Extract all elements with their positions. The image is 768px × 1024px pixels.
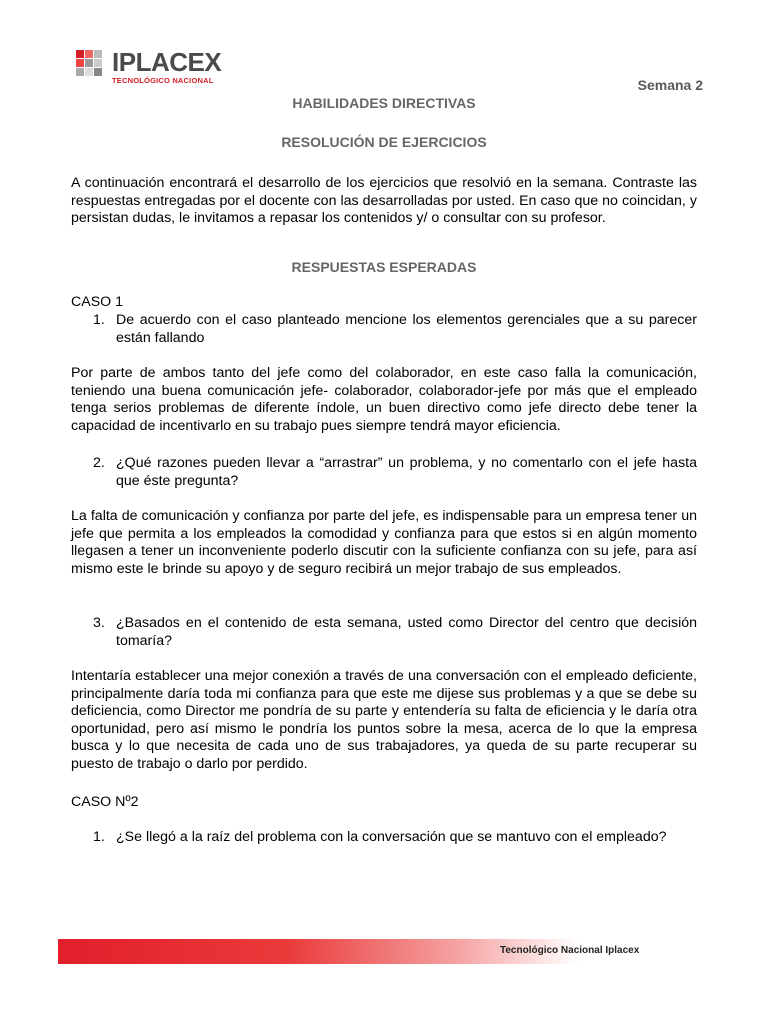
- list-number: 2.: [93, 455, 105, 471]
- logo-name: IPLACEX: [112, 47, 222, 77]
- footer-text: Tecnológico Nacional Iplacex: [500, 945, 640, 956]
- list-number: 3.: [93, 615, 105, 631]
- iplacex-logo: [76, 47, 236, 90]
- question-text: ¿Qué razones pueden llevar a “arrastrar” un problema, y no comentarlo con el jefe hasta que éste pregunta?: [116, 455, 697, 489]
- logo-subtitle: TECNOLÓGICO NACIONAL: [112, 76, 214, 85]
- document-title: HABILIDADES DIRECTIVAS: [292, 95, 476, 111]
- case1-answer-2: La falta de comunicación y confianza por parte del jefe, es indispensable para un empresa tener un jefe que permita a los empleados la comodidad y confianza para que estos si en algún momento llegasen a tener un inconveniente poderlo discutir con la suficiente confianza con su jefe, para así mismo este le brinde su apoyo y de seguro recibirá un mejor trabajo de sus empleados.: [71, 508, 697, 577]
- week-label: Semana 2: [637, 77, 703, 93]
- logo-mosaic-icon: [76, 50, 110, 84]
- document-subtitle: RESOLUCIÓN DE EJERCICIOS: [281, 134, 487, 150]
- case1-answer-1: Por parte de ambos tanto del jefe como del colaborador, en este caso falla la comunicación, teniendo una buena comunicación jefe- colaborador, colaborador-jefe por más que el empleado tenga serios problemas de diferente índole, un buen directivo como jefe directo debe tener la capacidad de incentivarlo en su trabajo pues siempre tendrá mayor eficiencia.: [71, 365, 697, 434]
- list-number: 1.: [93, 829, 105, 845]
- case1-answer-3: Intentaría establecer una mejor conexión a través de una conversación con el empleado deficiente, principalmente daría toda mi confianza para que este me dijese sus problemas y a que se debe su deficiencia, como Director me pondría de su parte y entendería su falta de eficiencia y le daría otra oportunidad, pero así mismo le pondría los puntos sobre la mesa, acerca de lo que la empresa busca y lo que necesita de cada uno de sus trabajadores, ya queda de su parte recuperar su puesto de trabajo o darlo por perdido.: [71, 668, 697, 772]
- case1-question-3: [93, 615, 697, 650]
- question-text: ¿Basados en el contenido de esta semana, usted como Director del centro que decisión tomaría?: [116, 615, 697, 649]
- question-text: ¿Se llegó a la raíz del problema con la conversación que se mantuvo con el empleado?: [116, 829, 667, 845]
- case2-label: CASO Nº2: [71, 794, 139, 810]
- case1-question-1: [93, 312, 697, 347]
- list-number: 1.: [93, 312, 105, 328]
- case2-question-1: [93, 829, 697, 847]
- case1-question-2: [93, 455, 697, 490]
- intro-paragraph: A continuación encontrará el desarrollo de los ejercicios que resolvió en la semana. Contraste las respuestas entregadas por el docente con las desarrolladas por usted. En caso que no coincidan, y persistan dudas, le invitamos a repasar los contenidos y/ o consultar con su profesor.: [71, 175, 697, 226]
- case1-label: CASO 1: [71, 294, 124, 310]
- question-text: De acuerdo con el caso planteado mencione los elementos gerenciales que a su parecer están fallando: [116, 312, 697, 346]
- section-title: RESPUESTAS ESPERADAS: [291, 259, 477, 275]
